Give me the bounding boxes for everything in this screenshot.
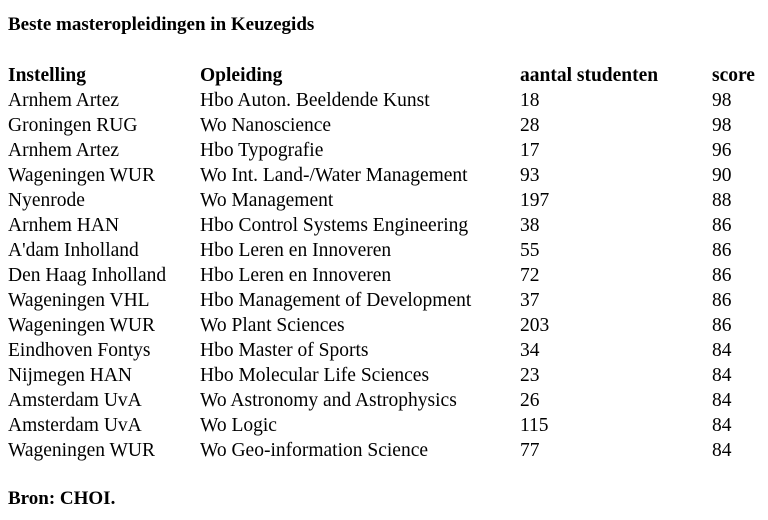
table-row	[8, 113, 768, 138]
cell-students: 55	[520, 240, 540, 261]
cell-program: Wo Management	[200, 190, 334, 211]
cell-score: 98	[712, 115, 732, 136]
cell-institution: Nijmegen HAN	[8, 365, 133, 386]
cell-institution: Amsterdam UvA	[8, 415, 142, 436]
cell-institution: Wageningen VHL	[8, 290, 150, 311]
cell-program: Hbo Leren en Innoveren	[200, 265, 392, 286]
cell-students: 17	[520, 140, 540, 161]
table-row	[8, 138, 768, 163]
table-row	[8, 263, 768, 288]
cell-score: 84	[712, 440, 732, 461]
table-row	[8, 213, 768, 238]
table-row	[8, 88, 768, 113]
cell-score: 86	[712, 215, 732, 236]
cell-institution: Eindhoven Fontys	[8, 340, 151, 361]
table-row	[8, 238, 768, 263]
table-row	[8, 163, 768, 188]
source-note: Bron: CHOI.	[8, 488, 116, 509]
ranking-table	[8, 63, 768, 463]
cell-institution: Arnhem HAN	[8, 215, 120, 236]
cell-score: 84	[712, 340, 732, 361]
cell-score: 90	[712, 165, 732, 186]
cell-program: Wo Astronomy and Astrophysics	[200, 390, 457, 411]
cell-students: 115	[520, 415, 549, 436]
cell-program: Hbo Master of Sports	[200, 340, 369, 361]
cell-program: Hbo Molecular Life Sciences	[200, 365, 430, 386]
table-header-row	[8, 63, 768, 88]
cell-institution: Groningen RUG	[8, 115, 138, 136]
cell-students: 93	[520, 165, 540, 186]
cell-score: 84	[712, 365, 732, 386]
cell-score: 98	[712, 90, 732, 111]
cell-students: 38	[520, 215, 540, 236]
cell-students: 26	[520, 390, 540, 411]
cell-students: 28	[520, 115, 540, 136]
cell-program: Wo Plant Sciences	[200, 315, 345, 336]
cell-score: 84	[712, 415, 732, 436]
table-row	[8, 413, 768, 438]
cell-students: 23	[520, 365, 540, 386]
cell-students: 37	[520, 290, 540, 311]
column-header-score: score	[712, 65, 755, 86]
cell-institution: Nyenrode	[8, 190, 85, 211]
cell-program: Hbo Auton. Beeldende Kunst	[200, 90, 430, 111]
cell-students: 34	[520, 340, 540, 361]
column-header-students: aantal studenten	[520, 65, 659, 86]
cell-score: 86	[712, 265, 732, 286]
cell-program: Wo Int. Land-/Water Management	[200, 165, 468, 186]
page-title: Beste masteropleidingen in Keuzegids	[8, 14, 315, 35]
cell-students: 72	[520, 265, 540, 286]
cell-program: Hbo Typografie	[200, 140, 324, 161]
cell-program: Hbo Control Systems Engineering	[200, 215, 469, 236]
cell-program: Hbo Leren en Innoveren	[200, 240, 392, 261]
cell-program: Wo Nanoscience	[200, 115, 332, 136]
column-header-program: Opleiding	[200, 65, 283, 86]
cell-institution: A'dam Inholland	[8, 240, 139, 261]
cell-score: 88	[712, 190, 732, 211]
cell-score: 86	[712, 240, 732, 261]
cell-program: Wo Geo-information Science	[200, 440, 429, 461]
table-row	[8, 313, 768, 338]
cell-institution: Wageningen WUR	[8, 315, 155, 336]
cell-score: 96	[712, 140, 732, 161]
cell-institution: Wageningen WUR	[8, 165, 155, 186]
column-header-institution: Instelling	[8, 65, 87, 86]
table-row	[8, 338, 768, 363]
cell-score: 86	[712, 315, 732, 336]
cell-institution: Arnhem Artez	[8, 90, 120, 111]
table-row	[8, 438, 768, 463]
table-row	[8, 363, 768, 388]
cell-program: Wo Logic	[200, 415, 277, 436]
cell-institution: Arnhem Artez	[8, 140, 120, 161]
table-row	[8, 288, 768, 313]
cell-institution: Den Haag Inholland	[8, 265, 167, 286]
cell-students: 203	[520, 315, 550, 336]
cell-score: 84	[712, 390, 732, 411]
cell-institution: Amsterdam UvA	[8, 390, 142, 411]
cell-institution: Wageningen WUR	[8, 440, 155, 461]
cell-students: 197	[520, 190, 550, 211]
table-row	[8, 388, 768, 413]
cell-score: 86	[712, 290, 732, 311]
cell-students: 18	[520, 90, 540, 111]
table-row	[8, 188, 768, 213]
cell-students: 77	[520, 440, 540, 461]
cell-program: Hbo Management of Development	[200, 290, 472, 311]
